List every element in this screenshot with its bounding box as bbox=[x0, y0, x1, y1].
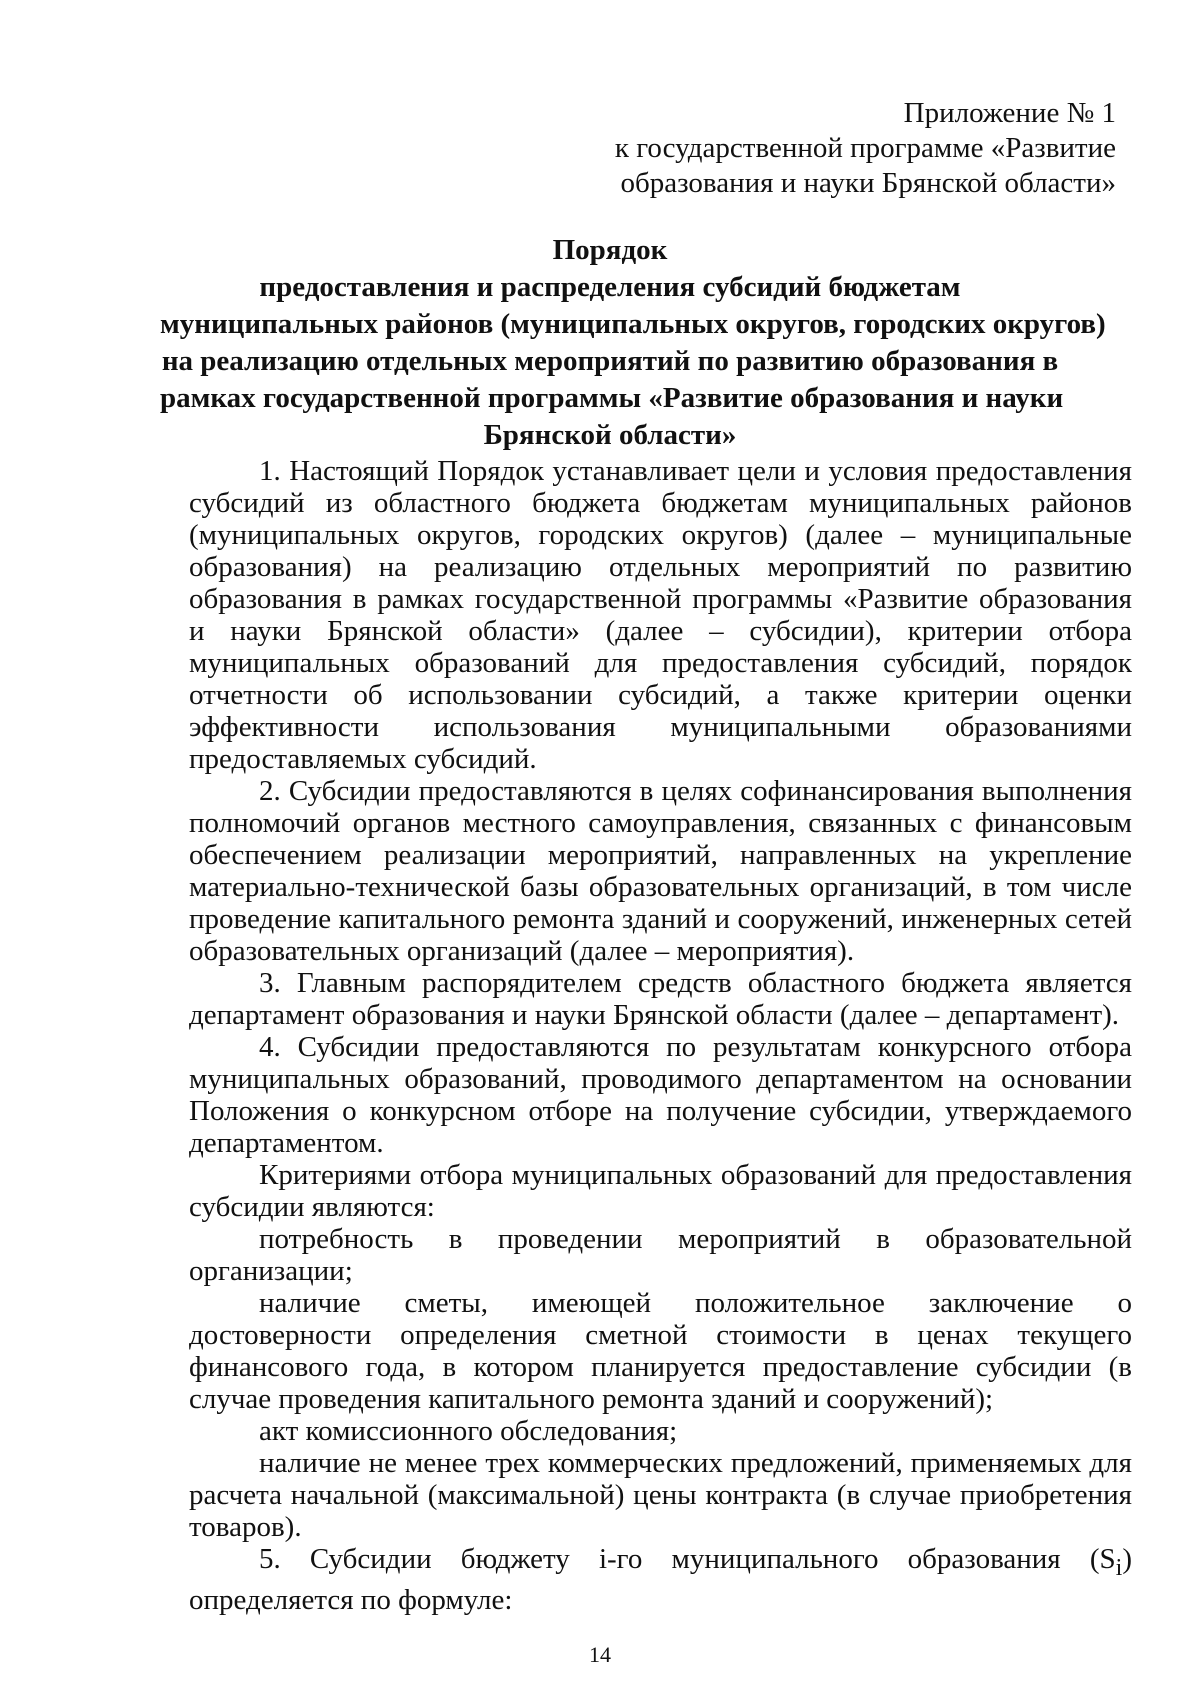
annex-line-2: к государственной программе «Развитие bbox=[614, 132, 1116, 164]
paragraph-5-line-2: определяется по формуле: bbox=[189, 1583, 513, 1616]
paragraph-5-text: 5. Субсидии бюджету i-го муниципального образования (S bbox=[259, 1543, 1116, 1575]
page-number: 14 bbox=[589, 1642, 611, 1667]
paragraph-5-close: ) bbox=[1122, 1543, 1132, 1575]
title-line-2: муниципальных районов (муниципальных округов, городских округов) bbox=[160, 308, 1106, 340]
criterion-1: потребность в проведении мероприятий в образовательной организации; bbox=[189, 1223, 1132, 1287]
title-line-3: на реализацию отдельных мероприятий по развитию образования в bbox=[161, 345, 1059, 377]
annex-header bbox=[596, 96, 1116, 201]
title-line-5: Брянской области» bbox=[483, 419, 737, 451]
paragraph-4: 4. Субсидии предоставляются по результатам конкурсного отбора муниципальных образований, проводимого департаментом на основании Положения о конкурсном отборе на получение субсидии, утверждаемого департаментом. bbox=[189, 1031, 1132, 1159]
document-title bbox=[160, 232, 1106, 454]
criteria-intro: Критериями отбора муниципальных образований для предоставления субсидии являются: bbox=[189, 1159, 1132, 1223]
paragraph-1: 1. Настоящий Порядок устанавливает цели и условия предоставления субсидий из областного бюджета бюджетам муниципальных районов (муниципальных округов, городских округов) (далее – муниципальные образования) на реализацию отдельных мероприятий по развитию образования в рамках государственной программы «Развитие образования и науки Брянской области» (далее – субсидии), критерии отбора муниципальных образований для предоставления субсидий, порядок отчетности об использовании субсидий, а также критерии оценки эффективности использования муниципальными образованиями предоставляемых субсидий. bbox=[189, 455, 1132, 775]
document-body bbox=[189, 455, 1132, 1616]
title-line-1: предоставления и распределения субсидий бюджетам bbox=[259, 271, 961, 303]
criterion-2: наличие сметы, имеющей положительное заключение о достоверности определения сметной стоимости в ценах текущего финансового года, в котором планируется предоставление субсидии (в случае проведения капитального ремонта зданий и сооружений); bbox=[189, 1287, 1132, 1415]
criterion-4: наличие не менее трех коммерческих предложений, применяемых для расчета начальной (максимальной) цены контракта (в случае приобретения товаров). bbox=[189, 1447, 1132, 1543]
annex-line-1: Приложение № 1 bbox=[903, 97, 1116, 129]
paragraph-5-line-1 bbox=[189, 1543, 1132, 1584]
paragraph-3: 3. Главным распорядителем средств областного бюджета является департамент образования и науки Брянской области (далее – департамент). bbox=[189, 967, 1132, 1031]
criterion-3: акт комиссионного обследования; bbox=[259, 1415, 678, 1447]
title-heading: Порядок bbox=[552, 234, 668, 266]
title-line-4: рамках государственной программы «Развитие образования и науки bbox=[160, 382, 1064, 414]
annex-line-3: образования и науки Брянской области» bbox=[620, 167, 1116, 199]
paragraph-5-subscript: i bbox=[1115, 1553, 1123, 1581]
paragraph-2: 2. Субсидии предоставляются в целях софинансирования выполнения полномочий органов местного самоуправления, связанных с финансовым обеспечением реализации мероприятий, направленных на укрепление материально-технической базы образовательных организаций, в том числе проведение капитального ремонта зданий и сооружений, инженерных сетей образовательных организаций (далее – мероприятия). bbox=[189, 775, 1132, 967]
